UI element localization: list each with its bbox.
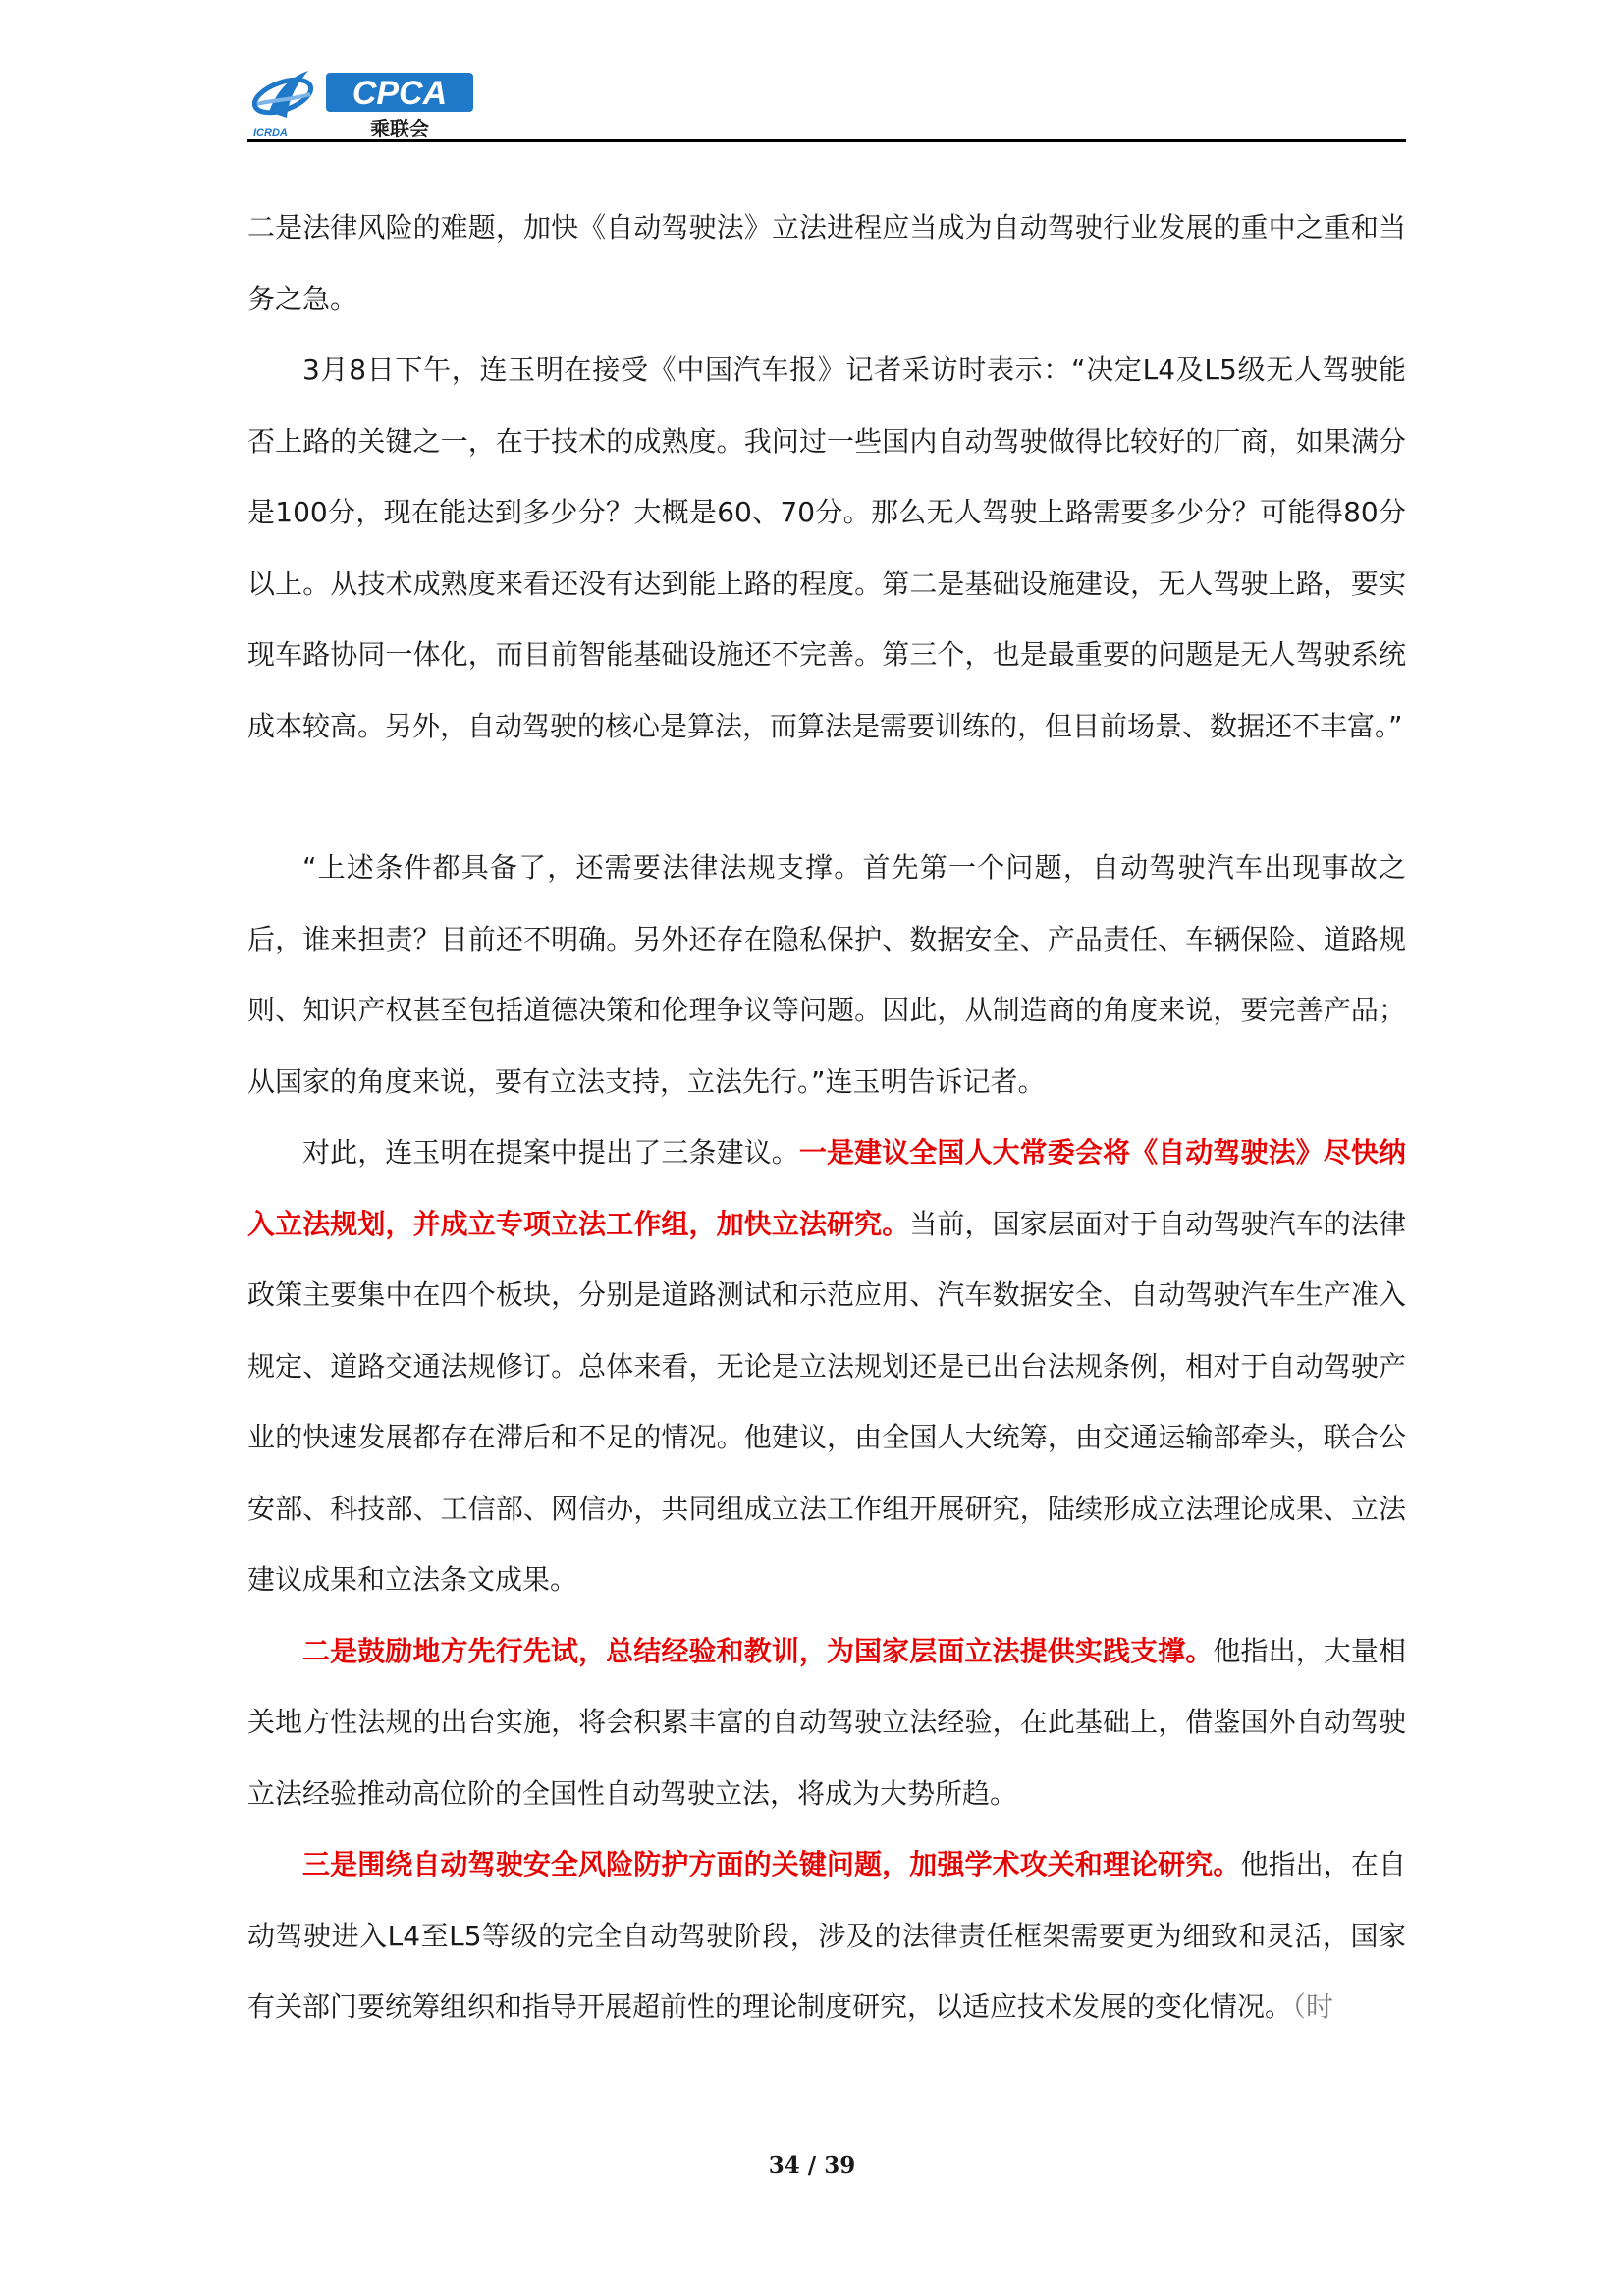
paragraph-5 [247, 1616, 1406, 1830]
paragraph-text: 二是法律风险的难题，加快《自动驾驶法》立法进程应当成为自动驾驶行业发展的重中之重和当务之急。 [247, 211, 1406, 315]
recommendation-two: 二是鼓励地方先行先试，总结经验和教训，为国家层面立法提供实践支撑。 [302, 1634, 1214, 1667]
source-note: （时 [1292, 1990, 1334, 2023]
paragraph-2 [247, 335, 1406, 762]
paragraph-text: 3月8日下午，连玉明在接受《中国汽车报》记者采访时表示：“决定L4及L5级无人驾驶能否上路的关键之一，在于技术的成熟度。我问过一些国内自动驾驶做得比较好的厂商，如果满分是100分，现在能达到多少分？大概是60、70分。那么无人驾驶上路需要多少分？可能得80分以上。从技术成熟度来看还没有达到能上路的程度。第二是基础设施建设，无人驾驶上路，要实现车路协同一体化，而目前智能基础设施还不完善。第三个，也是最重要的问题是无人驾驶系统成本较高。另外，自动驾驶的核心是算法，而算法是需要训练的，但目前场景、数据还不丰富。” [247, 354, 1406, 742]
page-number: 34 / 39 [768, 2152, 856, 2179]
logo-text: CPCA [352, 75, 448, 112]
paragraph-text: 当前，国家层面对于自动驾驶汽车的法律政策主要集中在四个板块，分别是道路测试和示范应用、汽车数据安全、自动驾驶汽车生产准入规定、道路交通法规修订。总体来看，无论是立法规划还是已出台法规条例，相对于自动驾驶产业的快速发展都存在滞后和不足的情况。他建议，由全国人大统筹，由交通运输部牵头，联合公安部、科技部、工信部、网信办，共同组成立法工作组开展研究，陆续形成立法理论成果、立法建议成果和立法条文成果。 [247, 1207, 1406, 1596]
paragraph-text: 对此，连玉明在提案中提出了三条建议。 [302, 1136, 799, 1169]
paragraph-gap [247, 762, 1406, 833]
header-rule [247, 139, 1406, 142]
paragraph-text: 他指出，在自动驾驶进入L4至L5等级的完全自动驾驶阶段，涉及的法律责任框架需要更为细致和灵活，国家有关部门要统筹组织和指导开展超前性的理论制度研究，以适应技术发展的变化情况。 [247, 1848, 1406, 2023]
paragraph-4 [247, 1117, 1406, 1616]
paragraph-text: 他指出，大量相关地方性法规的出台实施，将会积累丰富的自动驾驶立法经验，在此基础上，借鉴国外自动驾驶立法经验推动高位阶的全国性自动驾驶立法，将成为大势所趋。 [247, 1634, 1406, 1810]
recommendation-three: 三是围绕自动驾驶安全风险防护方面的关键问题，加强学术攻关和理论研究。 [302, 1848, 1241, 1880]
recommendation-one: 一是建议全国人大常委会将《自动驾驶法》尽快纳入立法规划，并成立专项立法工作组，加快立法研究。 [247, 1136, 1406, 1240]
cpca-logo [247, 61, 483, 139]
paragraph-6 [247, 1829, 1406, 2043]
page-header [247, 61, 1406, 141]
logo-subtext: 乘联会 [370, 117, 429, 139]
article-body [247, 192, 1406, 2043]
logo-emblem-text: ICRDA [253, 127, 288, 138]
paragraph-text: “上述条件都具备了，还需要法律法规支撑。首先第一个问题，自动驾驶汽车出现事故之后，谁来担责？目前还不明确。另外还存在隐私保护、数据安全、产品责任、车辆保险、道路规则、知识产权甚至包括道德决策和伦理争议等问题。因此，从制造商的角度来说，要完善产品；从国家的角度来说，要有立法支持，立法先行。”连玉明告诉记者。 [247, 851, 1406, 1098]
paragraph-1 [247, 192, 1406, 335]
paragraph-3 [247, 833, 1406, 1117]
